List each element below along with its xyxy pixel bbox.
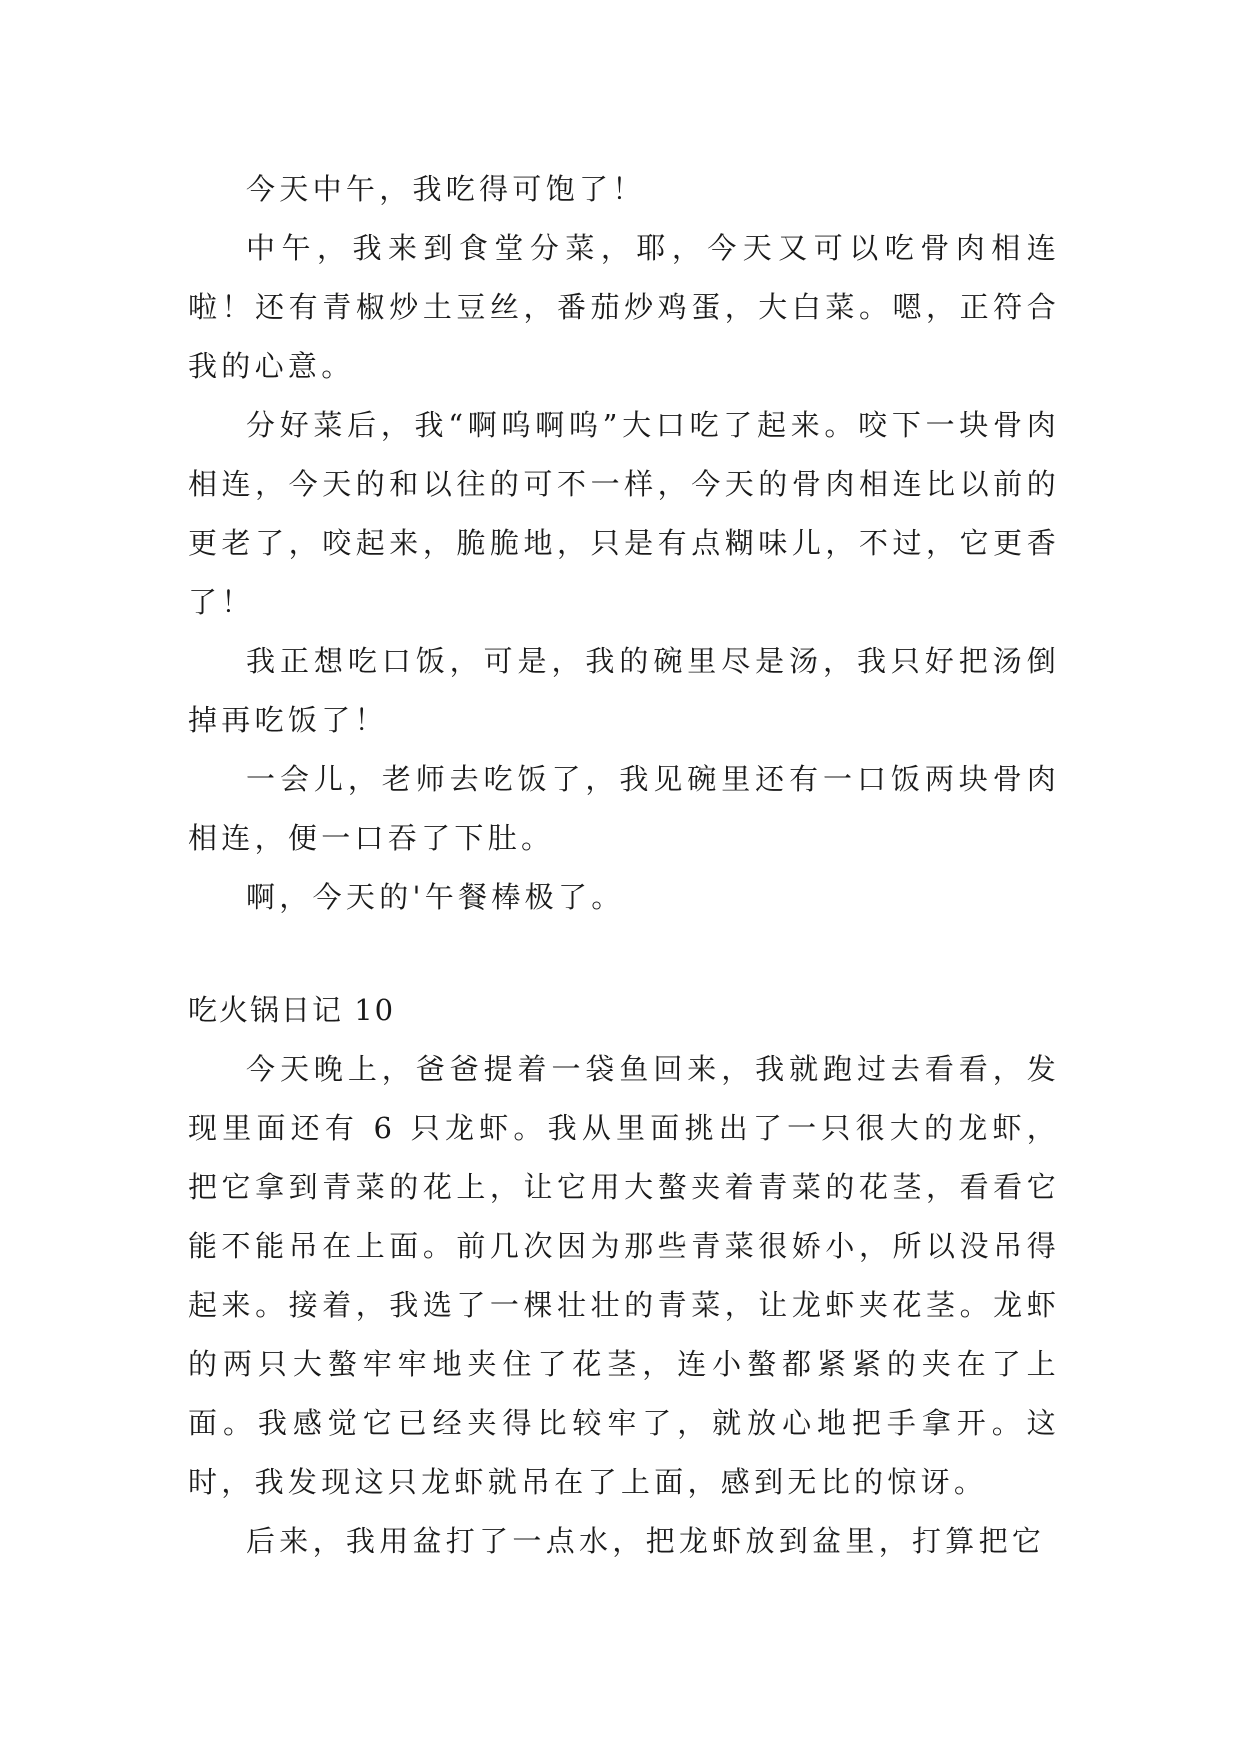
section-title: 吃火锅日记 10 — [188, 993, 396, 1027]
paragraph: 我正想吃口饭，可是，我的碗里尽是汤，我只好把汤倒掉再吃饭了！ — [188, 644, 1060, 737]
paragraph: 啊，今天的'午餐棒极了。 — [246, 880, 625, 914]
section-lunch — [188, 160, 1060, 927]
document-page — [188, 160, 1060, 1571]
paragraph: 今天中午，我吃得可饱了！ — [246, 172, 646, 206]
paragraph: 中午，我来到食堂分菜，耶，今天又可以吃骨肉相连啦！还有青椒炒土豆丝，番茄炒鸡蛋，大白菜。嗯，正符合我的心意。 — [188, 231, 1060, 383]
paragraph: 今天晚上，爸爸提着一袋鱼回来，我就跑过去看看，发现里面还有 6 只龙虾。我从里面挑出了一只很大的龙虾，把它拿到青菜的花上，让它用大螯夹着青菜的花茎，看看它能不能吊在上面。前几次因为那些青菜很娇小，所以没吊得起来。接着，我选了一棵壮壮的青菜，让龙虾夹花茎。龙虾的两只大螯牢牢地夹住了花茎，连小螯都紧紧的夹在了上面。我感觉它已经夹得比较牢了，就放心地把手拿开。这时，我发现这只龙虾就吊在了上面，感到无比的惊讶。 — [188, 1052, 1060, 1499]
paragraph: 后来，我用盆打了一点水，把龙虾放到盆里，打算把它 — [246, 1524, 1046, 1558]
paragraph: 分好菜后，我“啊呜啊呜”大口吃了起来。咬下一块骨肉相连，今天的和以往的可不一样，今天的骨肉相连比以前的更老了，咬起来，脆脆地，只是有点糊味儿，不过，它更香了！ — [188, 408, 1060, 619]
section-hotpot-diary — [188, 981, 1060, 1571]
paragraph: 一会儿，老师去吃饭了，我见碗里还有一口饭两块骨肉相连，便一口吞了下肚。 — [188, 762, 1060, 855]
